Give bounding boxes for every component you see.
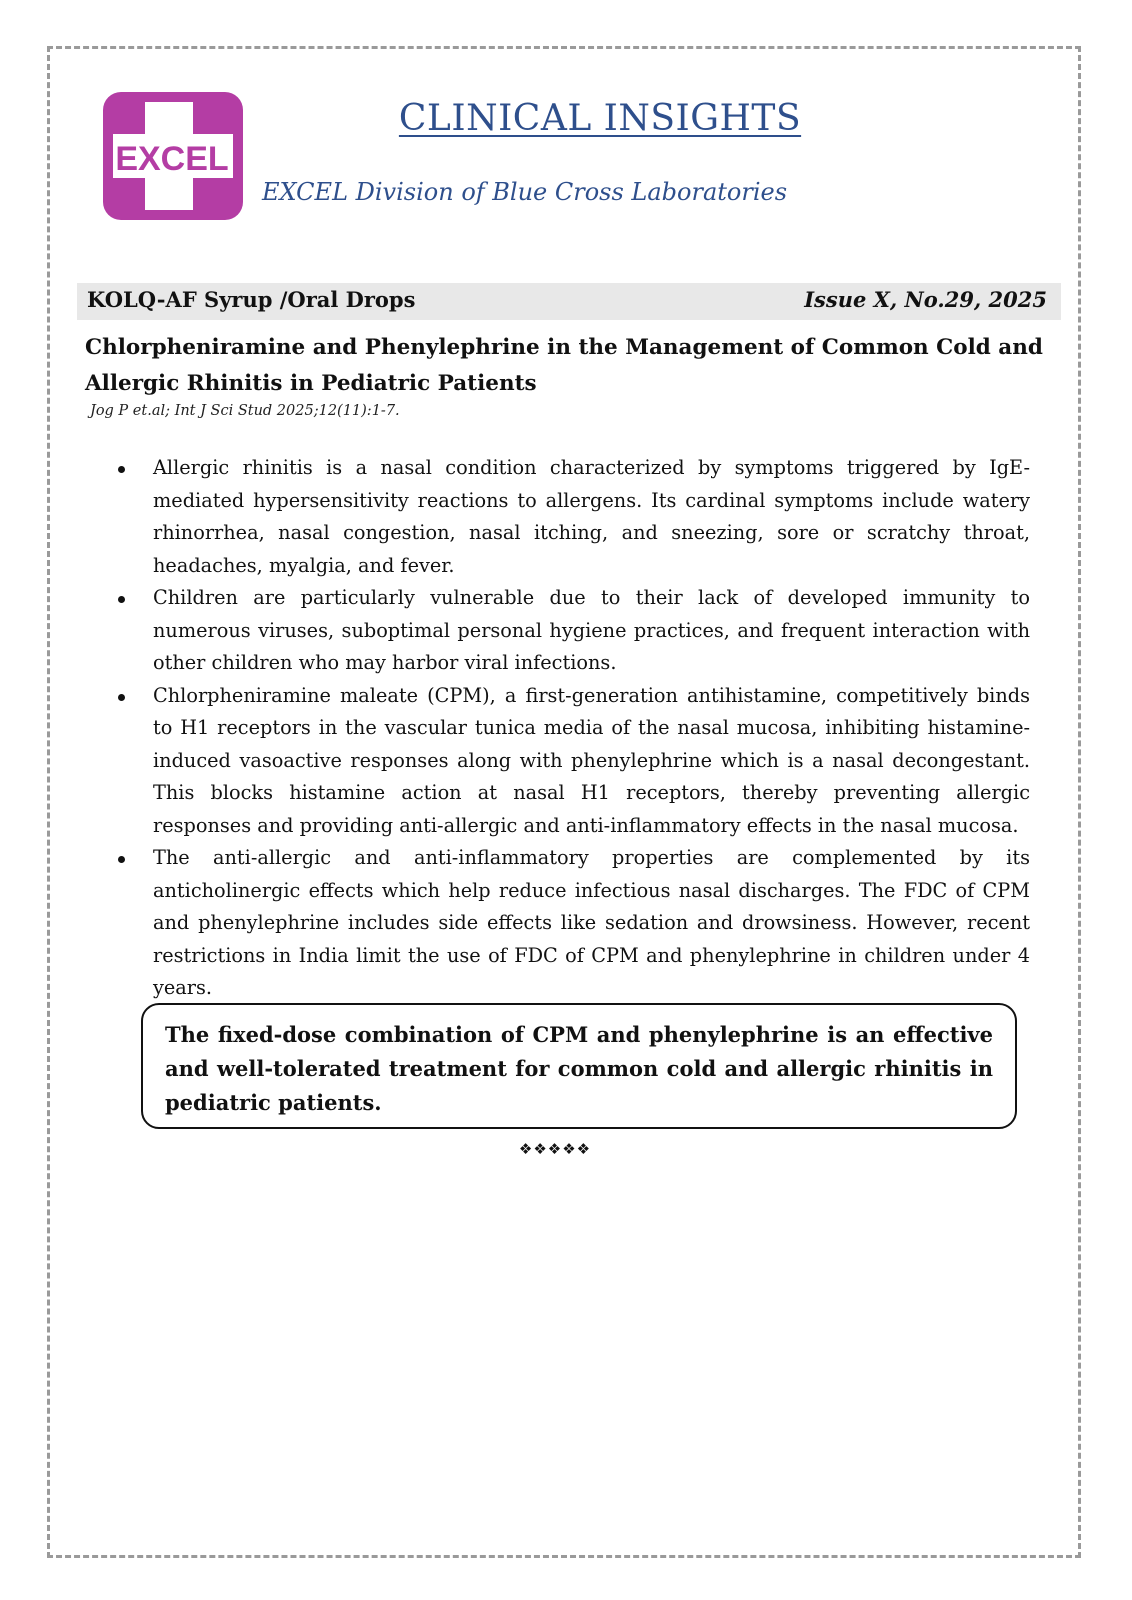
publisher-subtitle: EXCEL Division of Blue Cross Laboratories [262,178,788,206]
article-title: Chlorpheniramine and Phenylephrine in the Management of Common Cold and Allergic Rhinitis in Pediatric Patients [85,335,1043,396]
bullet-item [118,452,1030,582]
bullet-list [118,452,1030,1005]
bullet-text: The anti-allergic and anti-inflammatory properties are complemented by its anticholinergic effects which help reduce infectious nasal discharges. The FDC of CPM and phenylephrine includes side effects like sedation and drowsiness. However, recent restrictions in India limit the use of FDC of CPM and phenylephrine in children under 4 years. [153,846,1030,999]
citation: Jog P et.al; Int J Sci Stud 2025;12(11):1-7. [90,403,400,419]
bullet-item [118,842,1030,1005]
bullet-dot-icon [118,694,125,701]
product-bar [77,283,1061,320]
excel-logo [103,92,243,220]
product-name: KOLQ-AF Syrup /Oral Drops [87,287,416,312]
page-title: CLINICAL INSIGHTS [398,98,802,139]
conclusion-text: The fixed-dose combination of CPM and phenylephrine is an effective and well-tolerated treatment for common cold and allergic rhinitis in pediatric patients. [165,1022,993,1115]
conclusion-box [141,1003,1017,1129]
bullet-item [118,582,1030,680]
issue-label: Issue X, No.29, 2025 [804,287,1047,312]
bullet-dot-icon [118,856,125,863]
bullet-dot-icon [118,466,125,473]
bullet-item [118,680,1030,843]
bullet-text: Allergic rhinitis is a nasal condition characterized by symptoms triggered by IgE-mediated hypersensitivity reactions to allergens. Its cardinal symptoms include watery rhinorrhea, nasal congestion, nasal itching, and sneezing, sore or scratchy throat, headaches, myalgia, and fever. [153,456,1030,577]
logo-text: EXCEL [115,140,229,178]
bullet-text: Chlorpheniramine maleate (CPM), a first-generation antihistamine, competitively binds to H1 receptors in the vascular tunica media of the nasal mucosa, inhibiting histamine-induced vasoactive responses along with phenylephrine which is a nasal decongestant. This blocks histamine action at nasal H1 receptors, thereby preventing allergic responses and providing anti-allergic and anti-inflammatory effects in the nasal mucosa. [153,683,1030,837]
bullet-text: Children are particularly vulnerable due to their lack of developed immunity to numerous viruses, suboptimal personal hygiene practices, and frequent interaction with other children who may harbor viral infections. [153,586,1030,674]
bullet-dot-icon [118,596,125,603]
end-ornament: ❖❖❖❖❖ [518,1140,592,1158]
